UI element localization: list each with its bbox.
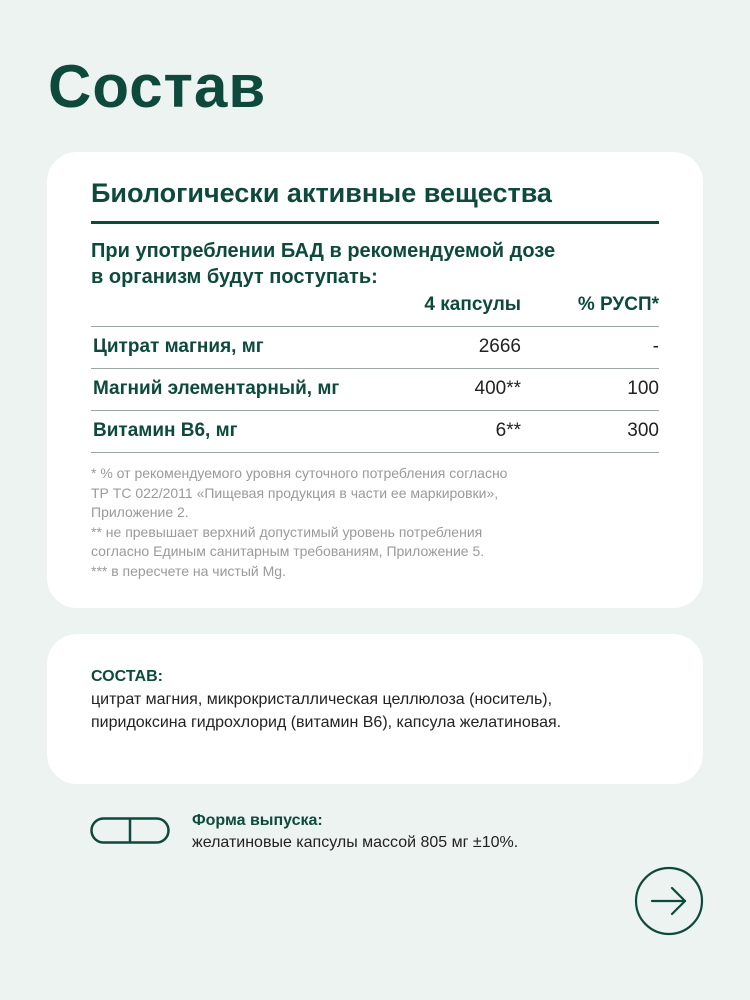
table-row — [91, 368, 659, 410]
nutrient-rusp: 100 — [627, 378, 659, 399]
capsule-icon — [90, 817, 170, 844]
footnote-line: * % от рекомендуемого уровня суточного потребления согласно — [91, 465, 508, 481]
intro-line: в организм будут поступать: — [91, 266, 378, 288]
footnote-line: *** в пересчете на чистый Mg. — [91, 562, 286, 579]
title-divider — [91, 221, 659, 224]
composition-card — [47, 634, 703, 784]
intro-text — [91, 238, 651, 290]
release-form-heading: Форма выпуска: — [192, 812, 323, 829]
nutrient-name: Цитрат магния, мг — [93, 336, 264, 357]
table-row — [91, 410, 659, 453]
table-header — [91, 292, 659, 326]
nutrient-rusp: 300 — [627, 420, 659, 441]
footnote-line: ТР ТС 022/2011 «Пищевая продукция в части ее маркировки», — [91, 484, 499, 501]
arrow-right-icon — [652, 888, 685, 914]
nutrient-amount: 6** — [495, 420, 521, 441]
next-arrow-button[interactable] — [634, 866, 704, 936]
release-form-text: желатиновые капсулы массой 805 мг ±10%. — [192, 834, 519, 851]
footnote-line: Приложение 2. — [91, 504, 189, 520]
header-amount: 4 капсулы — [424, 294, 521, 315]
nutrient-name: Магний элементарный, мг — [93, 378, 340, 399]
nutrient-name: Витамин B6, мг — [93, 420, 238, 441]
page-title: Состав — [48, 53, 267, 120]
composition-line: цитрат магния, микрокристаллическая целлюлоза (носитель), — [91, 691, 553, 708]
nutrient-amount: 400** — [474, 378, 521, 399]
intro-line: При употреблении БАД в рекомендуемой дозе — [91, 240, 556, 262]
bio-substances-card — [47, 152, 703, 608]
table-row — [91, 326, 659, 368]
composition-line: пиридоксина гидрохлорид (витамин B6), капсула желатиновая. — [91, 714, 562, 731]
nutrient-rusp: - — [652, 336, 659, 357]
composition-text — [91, 688, 691, 734]
header-rusp: % РУСП* — [577, 294, 659, 315]
footnote-line: ** не превышает верхний допустимый уровень потребления — [91, 523, 483, 540]
nutrient-amount: 2666 — [478, 336, 521, 357]
bio-card-title: Биологически активные вещества — [91, 178, 552, 208]
nutrients-table — [91, 292, 659, 453]
composition-heading: СОСТАВ: — [91, 668, 163, 685]
footnotes — [91, 464, 661, 581]
footnote-line: согласно Единым санитарным требованиям, Приложение 5. — [91, 543, 485, 559]
